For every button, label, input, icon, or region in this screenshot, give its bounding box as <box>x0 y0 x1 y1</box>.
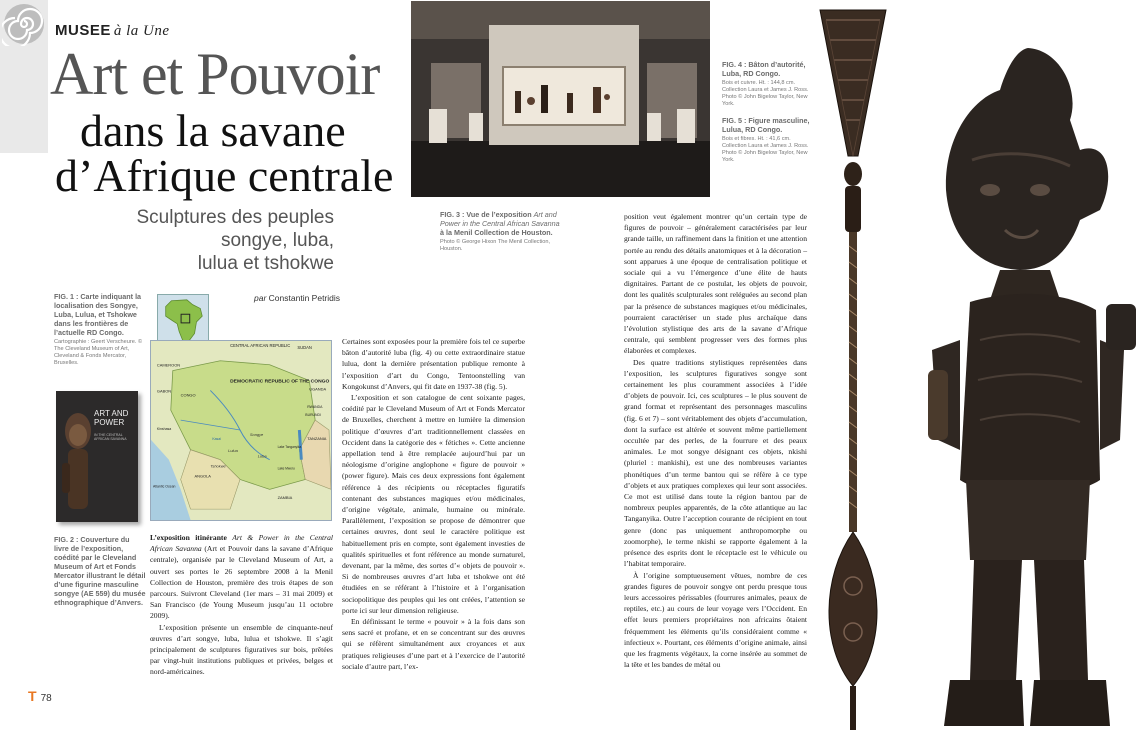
byline-prefix: par <box>254 293 267 303</box>
map-label-car: CENTRAL AFRICAN REPUBLIC <box>230 342 291 348</box>
byline <box>254 293 340 303</box>
map-label-cameroon: CAMEROON <box>156 362 181 368</box>
caption-fig4-fig5 <box>722 60 810 164</box>
map-label-rwanda: RWANDA <box>307 405 323 410</box>
title-line-2: dans la savane <box>80 105 346 156</box>
caption-fig4-credit: Bois et cuivre. Ht. : 144,8 cm. Collection Laura et James J. Ross. Photo © John Bigelow Taylor, New York. <box>722 80 809 107</box>
map-label-angola: ANGOLA <box>194 473 211 479</box>
caption-fig1-title: FIG. 1 : Carte indiquant la localisation des Songye, Luba, Lulua, et Tshokwe dans les frontières de l’actuelle RD Congo. <box>54 292 142 337</box>
caption-fig5-title: FIG. 5 : Figure masculine, Lulua, RD Congo. <box>722 116 810 134</box>
byline-author: Constantin Petridis <box>268 293 341 303</box>
col1-paragraph-1 <box>150 532 333 622</box>
text-column-3 <box>624 211 807 670</box>
text-column-1 <box>150 532 333 678</box>
text-column-2 <box>342 336 525 672</box>
page-number <box>28 688 52 704</box>
page-number-value: 78 <box>40 693 52 704</box>
map-label-kinshasa: Kinshasa <box>156 427 172 432</box>
section-subname: à la Une <box>113 23 170 39</box>
map-label-kasai: Kasai <box>212 436 221 441</box>
col3-paragraph-2: Des quatre traditions stylistiques représentées dans l’exposition, les sculptures figuratives songye sont certainement les plus couramment associées à l’idée d’objets de pouvoir. Ici, ces sculptures – le plus souvent de grand format et représentant des personnages masculins (fig. 6 et 7) – sont véritablement des objets d’accumulation, dont la surface est altérée et souvent même partiellement occultée par des perles, de la fourrure et des peaux animales. Le mot songye désignant ces objets, nkishi (pluriel : mankishi), est une des nombreuses variantes phonétiques d’un terme bantou qui se réfère à ce type d’objets et aux pratiques complexes qui leur sont associées. Ce mot est utilisé dans toute la région bantou par de nombreux peuples apparentés, de la côte atlantique au lac Tanganyika. Outre l’acception courante de récipient en tout genre (donc pas uniquement anthropomorphe ou zoomorphe), le terme nkishi se rapporte également à la présence des esprits dont le réceptacle est le véhicule ou l’habitat temporaire. <box>624 357 807 569</box>
caption-fig2 <box>54 535 146 607</box>
map-label-sudan: SUDAN <box>297 344 312 350</box>
book-cover <box>56 391 138 522</box>
map-label-zambia: ZAMBIA <box>277 495 293 501</box>
col2-paragraph-3: En définissant le terme « pouvoir » à la fois dans son sens sacré et profane, et en se concentrant sur des œuvres qui se réfèrent simultanément aux croyances et aux pratiques religieuses d’une part et à l’exercice de l’autorité sociale d’autre part, l’ex- <box>342 617 525 671</box>
lulua-figure-image <box>910 40 1145 730</box>
section-label <box>55 22 170 40</box>
subtitle-line-2: songye, luba, <box>220 230 334 251</box>
col3-paragraph-1: position veut également montrer qu’un certain type de figures de pouvoir – généralement caractérisées par leur grande taille, un raffinement dans la finition et une attention portée au rendu des détails anatomiques et à la décoration – sont apparues à une époque de centralisation politique et sociale qui a vu l’émergence d’une élite de hauts dignitaires. Partant de ce postulat, les objets de pouvoir, dont les qualités sculpturales sont reléguées au second plan par la présence de substances magiques et/ou médicinales, pourraient caractériser un stade plus archaïque dans l’évolution stylistique des arts de la savane d’Afrique centrale, qui semblent progresser vers des formes plus élaborées et complexes. <box>624 212 807 356</box>
col1-lead: L’exposition itinérante <box>150 533 227 542</box>
col1-italic: Art & Power in the Central African Savanna <box>150 533 333 554</box>
map-label-lake-tanganyika: Lake Tanganyika <box>277 444 302 449</box>
caption-fig3-title-end: à la Menil Collection de Houston. <box>440 228 553 237</box>
subtitle <box>120 206 334 275</box>
map-label-uganda: UGANDA <box>309 386 327 392</box>
col1-rest: (Art et Pouvoir dans la savane d’Afrique centrale), organisée par le Cleveland Museum of Art, a ouvert ses portes le 26 septembre 2008 à la Menil Collection de Houston, première des trois étapes de son parcours. Suivront Cleveland (1er mars – 31 mai 2009) et San Francisco (de Young Museum jusqu’au 11 octobre 2009). <box>150 544 333 621</box>
col3-paragraph-3: À l’origine somptueusement vêtues, nombre de ces grandes figures de pouvoir songye ont perdu presque tous leurs accessoires périssables (fourrures animales, peaux de reptiles, etc.) au cours de leur voyage vers l’Occident. En effet leurs premiers propriétaires non africains ôtaient fréquemment les éléments qu’ils considéraient comme « infectieux ». Pourtant, ces éléments d’origine animale, ainsi que les fragments végétaux, la corne insérée au sommet de la tête et les bandes de métal ou <box>624 570 807 670</box>
luba-scepter-image <box>812 6 894 734</box>
col2-paragraph-2: L’exposition et son catalogue de cent soixante pages, coédité par le Cleveland Museum of Art et Fonds Mercator de Bruxelles, cherchent à mettre en lumière la dimension politique d’œuvres d’art traditionnellement classées en Occident dans la catégorie des « fétiches ». Cette ancienne appellation tend à être remplacée aujourd’hui par un néologisme d’origine anglophone « figure de pouvoir » (power figure). Mais ces deux expressions font également référence à des récipients ou réceptacles figuratifs contenant des substances magiques et/ou médicinales, d’origine végétale, animale, humaine ou minérale. Parallèlement, l’exposition se propose de démontrer que certaines œuvres, dont seul le caractère politique est habituellement pris en compte, sont également investies de qualités spirituelles et font référence au monde surnaturel, devenant, par la même, des sortes d’« objets de pouvoir ». Si de nombreuses œuvres d’art luba et tshokwe ont été étudiées en se référant à l’histoire et à l’organisation sociopolitique des peuples qui les ont créées, l’attention se porte ici sur leur dimension religieuse. <box>342 393 525 615</box>
map-label-songye: Songye <box>249 431 264 437</box>
caption-fig3-credit: Photo © George Hixon The Menil Collection, Houston. <box>440 239 551 252</box>
book-cover-subtitle: IN THE CENTRAL AFRICAN SAVANNA <box>94 433 127 441</box>
map-label-lake-mweru: Lake Mweru <box>277 466 295 471</box>
title-line-3: d’Afrique centrale <box>55 150 394 201</box>
col2-paragraph-1: Certaines sont exposées pour la première fois tel ce superbe bâton d’autorité luba (fig. 4) ou cette extraordinaire statue lulua, dont la dernière présentation publique remonte à l’exposition d’art du Congo, Tentoonstelling van Kongokunst d’Anvers, qui fit date en 1937-38 (fig. 5). <box>342 337 525 391</box>
caption-fig1 <box>54 292 146 367</box>
map-label-gabon: GABON <box>156 388 172 394</box>
caption-fig5-credit: Bois et fibres. Ht. : 41,6 cm. Collection Laura et James J. Ross. Photo © John Bigelow Taylor, New York. <box>722 136 809 163</box>
book-cover-title: ART AND POWER <box>94 409 129 427</box>
map-label-lulua: Lulua <box>228 447 238 453</box>
map-label-congo: CONGO <box>180 392 196 398</box>
title-line-1: Art et Pouvoir <box>50 41 380 107</box>
caption-fig3 <box>440 210 560 253</box>
congo-map <box>150 340 332 521</box>
section-name: MUSEE <box>55 22 111 39</box>
caption-fig3-italic: Art and Power in the Central African Savanna <box>440 210 560 228</box>
exhibition-photo <box>411 1 710 197</box>
map-label-luba: Luba <box>257 453 267 459</box>
subtitle-line-3: lulua et tshokwe <box>197 253 334 274</box>
map-label-drc: DEMOCRATIC REPUBLIC OF THE CONGO <box>230 379 330 385</box>
spiral-logo-icon <box>2 2 46 46</box>
caption-fig1-credit: Cartographie : Geert Verscheure. © The Cleveland Museum of Art, Cleveland & Fonds Mercator, Bruxelles. <box>54 339 143 366</box>
map-label-tanzania: TANZANIA <box>307 435 327 441</box>
col1-paragraph-2: L’exposition présente un ensemble de cinquante-neuf œuvres d’art songye, luba, lulua et tshokwe. Il s’agit principalement de sculptures figuratives sur bois, prêtées par vingt-huit institutions publiques et privées, belges et nord-américaines. <box>150 622 333 677</box>
subtitle-line-1: Sculptures des peuples <box>136 207 334 228</box>
magazine-logo-icon: T <box>28 688 37 704</box>
africa-inset-map <box>157 294 209 346</box>
map-label-tshokwe: Tshokwe <box>210 463 226 469</box>
map-label-atlantic: Atlantic Ocean <box>152 484 176 489</box>
caption-fig2-title: FIG. 2 : Couverture du livre de l’exposition, coédité par le Cleveland Museum of Art et Fonds Mercator illustrant le détail d’une figurine masculine songye (AE 559) du musée ethnographique d’Anvers. <box>54 535 146 607</box>
caption-fig3-title: FIG. 3 : Vue de l’exposition <box>440 210 532 219</box>
caption-fig4-title: FIG. 4 : Bâton d’autorité, Luba, RD Congo. <box>722 60 806 78</box>
map-label-burundi: BURUNDI <box>305 413 322 418</box>
